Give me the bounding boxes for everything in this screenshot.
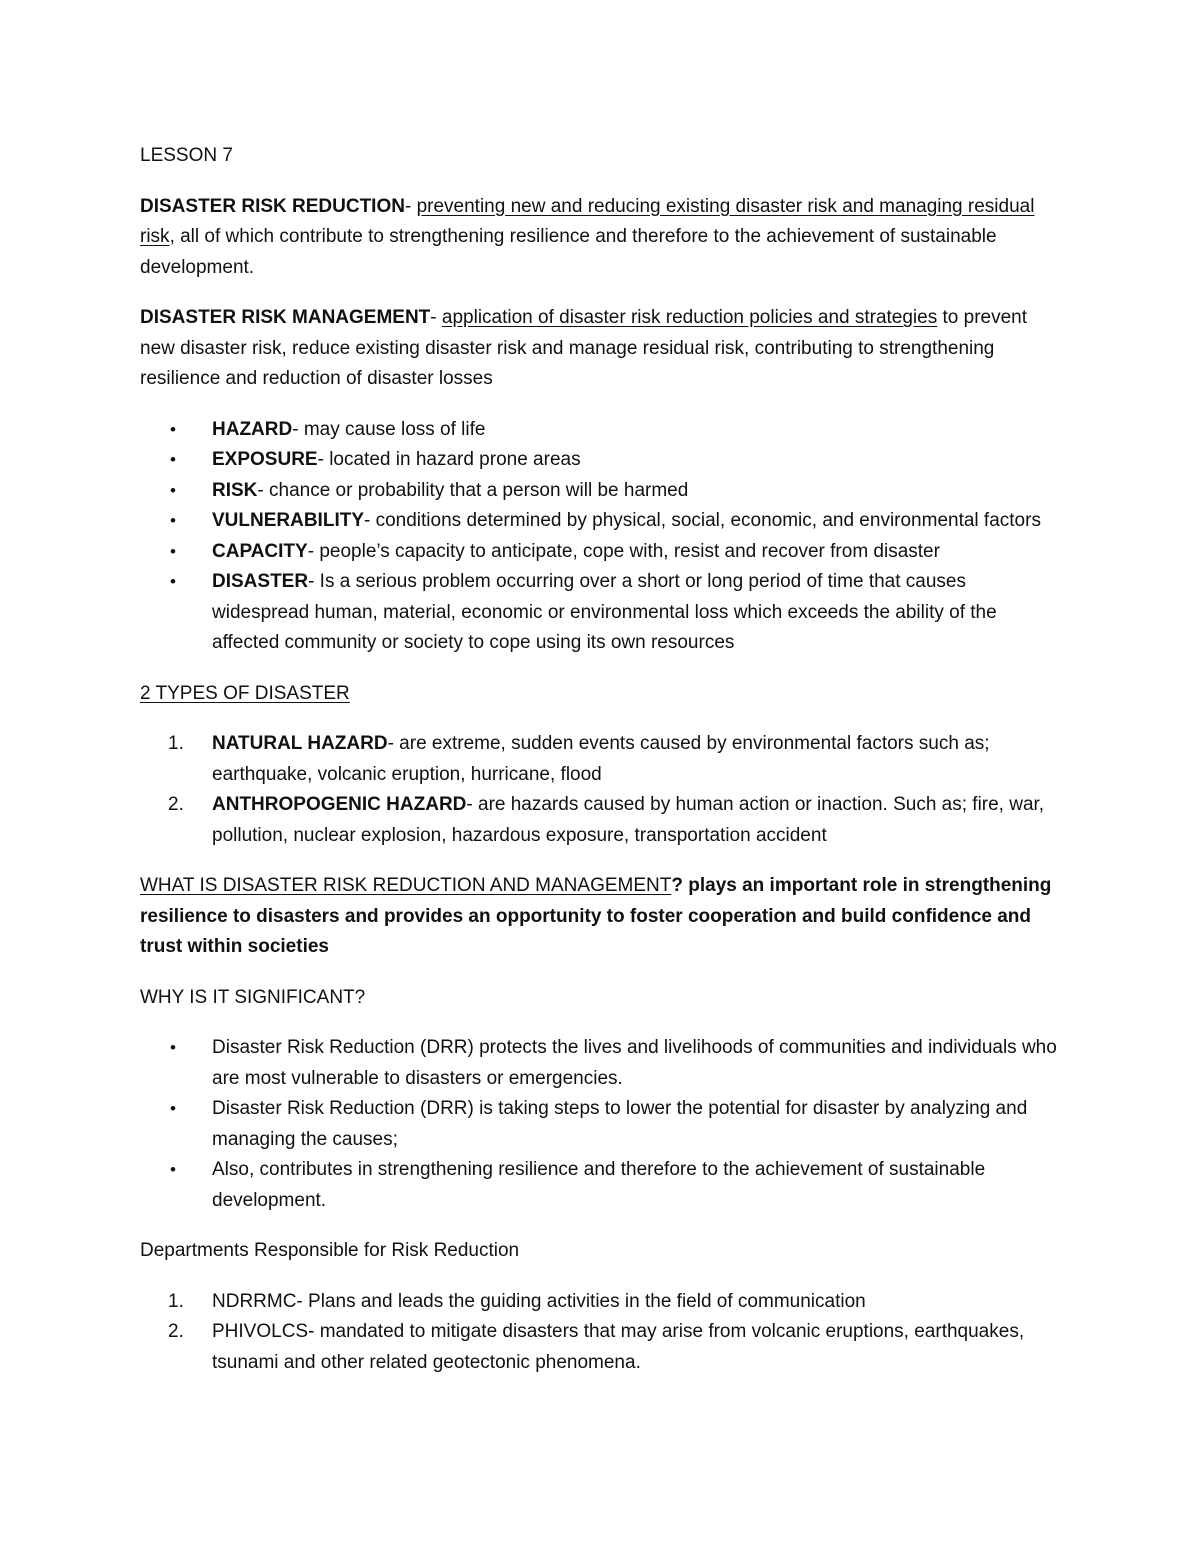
drr-rest: , all of which contribute to strengthening resilience and therefore to the achievement of sustainable development. <box>140 226 997 278</box>
what-is-paragraph <box>140 871 1060 963</box>
bullet-marker: • <box>170 480 176 500</box>
bullet-marker: • <box>170 1099 176 1118</box>
bullet-marker: • <box>170 572 176 591</box>
list-item <box>140 476 1060 507</box>
list-item <box>140 567 1060 659</box>
list-item <box>140 1317 1060 1378</box>
drm-term: DISASTER RISK MANAGEMENT <box>140 307 431 328</box>
list-item <box>140 537 1060 568</box>
term-label: RISK <box>212 479 258 501</box>
term-definition: - chance or probability that a person will be harmed <box>257 479 689 501</box>
drm-rest: to prevent new disaster risk, reduce existing disaster risk and manage residual risk, contributing to strengthening resilience and reduction of disaster losses <box>140 307 1028 389</box>
term-label: EXPOSURE <box>212 449 318 470</box>
drr-term: DISASTER RISK REDUCTION <box>140 195 405 217</box>
why-item-text: Disaster Risk Reduction (DRR) protects the lives and livelihoods of communities and individuals who are most vulnerable to disasters or emergencies. <box>212 1037 1057 1089</box>
lesson-title: LESSON 7 <box>140 145 233 166</box>
departments-heading: Departments Responsible for Risk Reduction <box>140 1240 520 1261</box>
drr-separator: - <box>404 195 417 217</box>
bullet-marker: • <box>170 450 176 469</box>
term-definition: - people’s capacity to anticipate, cope with, resist and recover from disaster <box>307 540 940 562</box>
what-is-answer: ? plays an important role in strengthening resilience to disasters and provides an opportunity to foster cooperation and build confidence and trust within societies <box>140 875 1052 957</box>
document-page <box>140 141 1060 1398</box>
bullet-marker: • <box>170 1038 176 1057</box>
types-heading: 2 TYPES OF DISASTER <box>140 682 350 704</box>
term-label: HAZARD <box>212 418 293 440</box>
list-item <box>140 415 1060 446</box>
type-label: NATURAL HAZARD <box>212 733 388 754</box>
term-definition: - conditions determined by physical, social, economic, and environmental factors <box>364 510 1041 531</box>
list-item <box>140 729 1060 790</box>
what-is-question: WHAT IS DISASTER RISK REDUCTION AND MANAGEMENT <box>140 875 672 896</box>
terms-list <box>140 415 1060 659</box>
type-label: ANTHROPOGENIC HAZARD <box>212 794 467 815</box>
why-item-text: Disaster Risk Reduction (DRR) is taking steps to lower the potential for disaster by analyzing and managing the causes; <box>212 1098 1028 1150</box>
type-definition: - are extreme, sudden events caused by environmental factors such as; earthquake, volcanic eruption, hurricane, flood <box>212 733 990 785</box>
why-heading: WHY IS IT SIGNIFICANT? <box>140 986 366 1008</box>
term-label: CAPACITY <box>212 540 308 562</box>
term-definition: - may cause loss of life <box>292 418 486 440</box>
item-number: 1. <box>168 733 184 754</box>
list-item <box>140 790 1060 851</box>
list-item <box>140 1033 1060 1094</box>
department-text: NDRRMC- Plans and leads the guiding activities in the field of communication <box>212 1290 866 1312</box>
types-list <box>140 729 1060 851</box>
item-number: 1. <box>168 1290 184 1312</box>
list-item <box>140 506 1060 537</box>
why-item-text: Also, contributes in strengthening resilience and therefore to the achievement of sustainable development. <box>212 1159 986 1211</box>
drm-separator: - <box>430 307 442 328</box>
list-item <box>140 1287 1060 1318</box>
type-definition: - are hazards caused by human action or inaction. Such as; fire, war, pollution, nuclear explosion, hazardous exposure, transportation accident <box>212 794 1045 846</box>
list-item <box>140 1094 1060 1155</box>
list-item <box>140 445 1060 476</box>
department-text: PHIVOLCS- mandated to mitigate disasters that may arise from volcanic eruptions, earthquakes, tsunami and other related geotectonic phenomena. <box>212 1321 1025 1373</box>
bullet-marker: • <box>170 419 176 439</box>
bullet-marker: • <box>170 511 176 530</box>
term-definition: - located in hazard prone areas <box>317 449 581 470</box>
term-definition: - Is a serious problem occurring over a short or long period of time that causes widespread human, material, economic or environmental loss which exceeds the ability of the affected community or society to cope using its own resources <box>212 571 997 653</box>
departments-list <box>140 1287 1060 1379</box>
bullet-marker: • <box>170 541 176 561</box>
bullet-marker: • <box>170 1160 176 1179</box>
drm-underlined: application of disaster risk reduction policies and strategies <box>441 307 938 328</box>
term-label: DISASTER <box>212 571 309 592</box>
drm-definition <box>140 303 1060 395</box>
item-number: 2. <box>168 1321 184 1342</box>
term-label: VULNERABILITY <box>212 510 364 531</box>
drr-definition <box>140 192 1060 284</box>
list-item <box>140 1155 1060 1216</box>
why-list <box>140 1033 1060 1216</box>
drr-underlined: preventing new and reducing existing disaster risk and managing residual risk <box>140 195 1035 247</box>
item-number: 2. <box>168 794 184 815</box>
